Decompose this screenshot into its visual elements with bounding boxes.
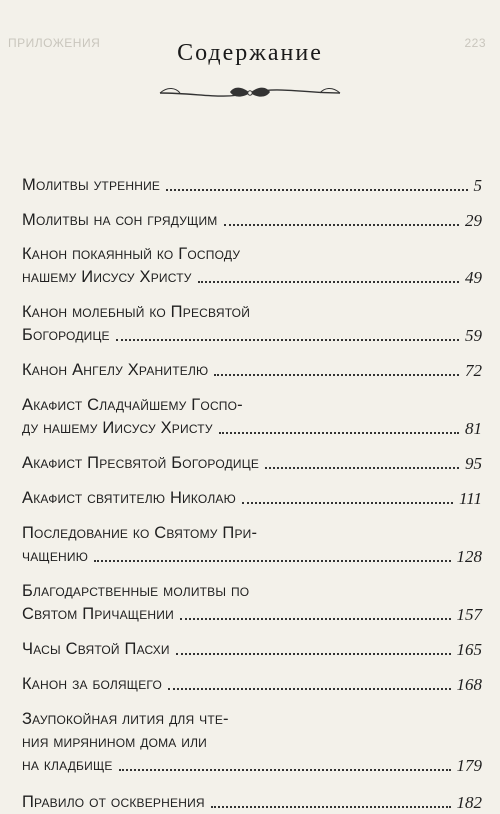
toc-entry-title-line: Правило от осквернения — [22, 793, 205, 811]
toc-entry[interactable] — [22, 791, 482, 814]
toc-entry-title-line: ду нашему Иисусу Христу — [22, 419, 213, 437]
toc-entry[interactable] — [22, 394, 482, 440]
toc-entry-last-row — [22, 266, 482, 289]
table-of-contents — [22, 174, 482, 814]
toc-entry[interactable] — [22, 452, 482, 475]
toc-entry-title-line: Акафист святителю Николаю — [22, 489, 236, 507]
toc-entry-title-line: Богородице — [22, 326, 110, 344]
toc-page-number: 29 — [465, 211, 482, 230]
toc-page-number: 111 — [459, 489, 482, 508]
dot-leader — [176, 652, 451, 655]
toc-entry-last-row — [22, 673, 482, 696]
toc-entry[interactable] — [22, 638, 482, 661]
toc-entry[interactable] — [22, 174, 482, 197]
toc-entry-last-row — [22, 359, 482, 382]
toc-entry-title-line: Канон Ангелу Хранителю — [22, 361, 209, 379]
toc-entry-title-line: Заупокойная лития для чте- — [22, 710, 229, 728]
dot-leader — [214, 373, 459, 376]
toc-entry-title-line: Молитвы на сон грядущим — [22, 211, 218, 229]
dot-leader — [242, 501, 453, 504]
toc-page-number: 95 — [465, 454, 482, 473]
toc-entry-title-line: Канон молебный ко Пресвятой — [22, 303, 251, 321]
toc-entry-title-line: Акафист Сладчайшему Госпо- — [22, 396, 243, 414]
toc-entry-last-row — [22, 545, 482, 568]
toc-entry-last-row — [22, 209, 482, 232]
dot-leader — [211, 805, 451, 808]
toc-entry[interactable] — [22, 580, 482, 626]
dot-leader — [219, 431, 459, 434]
toc-entry-title-line: Последование ко Святому При- — [22, 524, 258, 542]
toc-entry[interactable] — [22, 209, 482, 232]
toc-entry-last-row — [22, 174, 482, 197]
toc-entry-last-row — [22, 754, 482, 777]
toc-entry[interactable] — [22, 301, 482, 347]
toc-entry-last-row — [22, 603, 482, 626]
toc-page-number: 81 — [465, 419, 482, 438]
dot-leader — [265, 466, 459, 469]
toc-entry-title-line: Благодарственные молитвы по — [22, 582, 250, 600]
dot-leader — [166, 188, 467, 191]
toc-page-number: 49 — [465, 268, 482, 287]
toc-entry-last-row — [22, 638, 482, 661]
toc-page-number: 157 — [456, 605, 482, 624]
toc-entry-title-line: Святом Причащении — [22, 605, 174, 623]
dot-leader — [94, 559, 450, 562]
toc-entry[interactable] — [22, 673, 482, 696]
toc-entry-title-line: Канон за болящего — [22, 675, 162, 693]
toc-entry-last-row — [22, 791, 482, 814]
toc-entry-title-line: Часы Святой Пасхи — [22, 640, 170, 658]
toc-entry-title-line: чащению — [22, 547, 89, 565]
toc-entry-title-line: нашему Иисусу Христу — [22, 268, 192, 286]
toc-entry-last-row — [22, 452, 482, 475]
toc-entry[interactable] — [22, 487, 482, 510]
ornament-divider-icon — [150, 80, 350, 106]
toc-page-number: 168 — [456, 675, 482, 694]
toc-page-number: 179 — [456, 756, 482, 775]
toc-entry-last-row — [22, 487, 482, 510]
dot-leader — [180, 617, 451, 620]
toc-entry-title-line: ния мирянином дома или — [22, 733, 208, 751]
dot-leader — [198, 280, 459, 283]
toc-entry-last-row — [22, 324, 482, 347]
page-title: Содержание — [177, 40, 323, 66]
bleed-through-text: ПРИЛОЖЕНИЯ — [8, 36, 101, 50]
toc-entry-title-line: Молитвы утренние — [22, 176, 161, 194]
toc-page-number: 182 — [456, 793, 482, 812]
toc-entry-title-line: Акафист Пресвятой Богородице — [22, 454, 260, 472]
toc-entry[interactable] — [22, 522, 482, 568]
toc-page-number: 59 — [465, 326, 482, 345]
toc-page-number: 165 — [456, 640, 482, 659]
dot-leader — [116, 338, 459, 341]
toc-page-number: 72 — [465, 361, 482, 380]
toc-entry[interactable] — [22, 359, 482, 382]
dot-leader — [224, 223, 460, 226]
toc-entry[interactable] — [22, 708, 482, 777]
toc-page-number: 128 — [456, 547, 482, 566]
dot-leader — [168, 687, 451, 690]
toc-entry-last-row — [22, 417, 482, 440]
dot-leader — [119, 768, 451, 771]
toc-entry[interactable] — [22, 243, 482, 289]
toc-page-number: 5 — [473, 176, 482, 195]
toc-entry-title-line: на кладбище — [22, 756, 113, 774]
toc-entry-title-line: Канон покаянный ко Господу — [22, 245, 241, 263]
bleed-through-text: 223 — [464, 36, 486, 50]
